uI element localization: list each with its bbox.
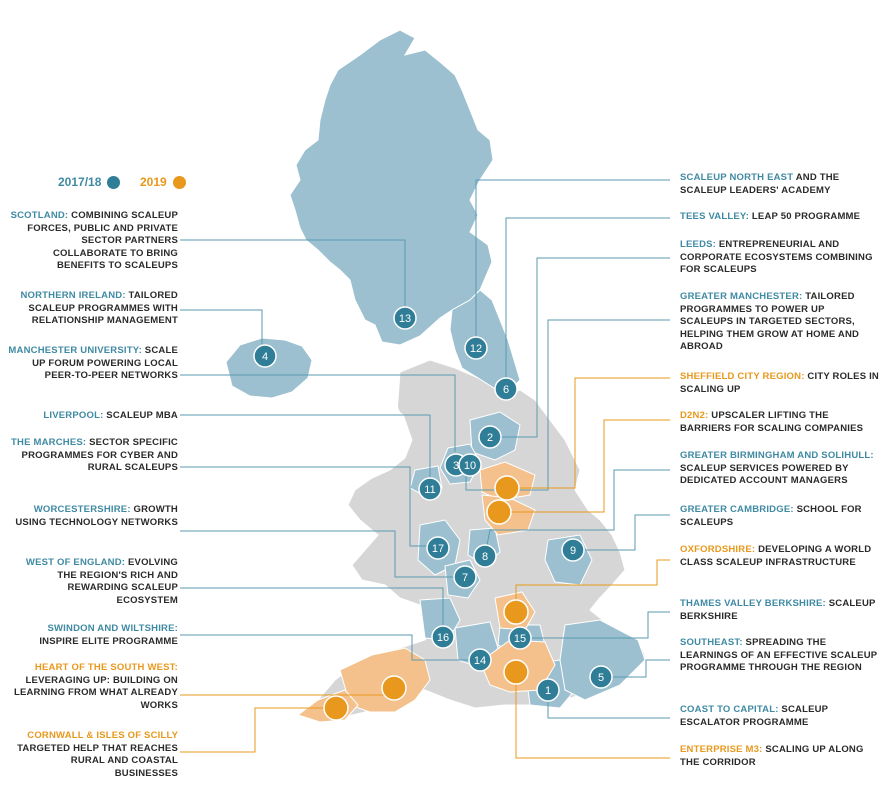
label-worcs [8, 504, 178, 529]
marker-14 [469, 649, 491, 671]
label-c2c-text: SCALEUP ESCALATOR PROGRAMME [680, 704, 829, 728]
marker-2019-21 [382, 676, 406, 700]
label-hotsw [8, 662, 178, 712]
label-scotland-name: SCOTLAND: [10, 210, 69, 221]
label-tvb-text: SCALEUP BERKSHIRE [680, 598, 876, 622]
marker-2019-22 [324, 696, 348, 720]
label-swindon-text: INSPIRE ELITE PROGRAMME [39, 635, 178, 647]
label-marches-text: SECTOR SPECIFIC PROGRAMMES FOR CYBER AND RURAL SCALEUPS [21, 437, 178, 474]
label-worcs-text: GROWTH USING TECHNOLOGY NETWORKS [15, 504, 178, 528]
label-tees-text: LEAP 50 PROGRAMME [749, 211, 861, 222]
label-m3 [680, 744, 880, 769]
label-gcam-name: GREATER CAMBRIDGE: [680, 504, 794, 515]
label-manuni-name: MANCHESTER UNIVERSITY: [8, 345, 142, 356]
label-ni [8, 290, 178, 328]
isle-of-man [398, 396, 410, 414]
marker-number: 7 [461, 572, 469, 584]
label-woe-name: WEST OF ENGLAND: [25, 557, 126, 568]
label-m3-text: SCALING UP ALONG THE CORRIDOR [680, 744, 864, 768]
label-c2c-name: COAST TO CAPITAL: [680, 704, 779, 715]
label-sheffield [680, 371, 880, 396]
marker-10 [459, 454, 481, 476]
label-sheffield-text: CITY ROLES IN SCALING UP [680, 371, 879, 395]
marker-number: 12 [469, 343, 483, 355]
marker-2019-19 [504, 600, 528, 624]
marker-number: 11 [424, 484, 436, 496]
label-tees-name: TEES VALLEY: [680, 211, 750, 222]
label-sne [680, 172, 880, 197]
marker-number: 1 [544, 685, 552, 697]
marker-number: 4 [261, 351, 269, 363]
label-southeast-text: SPREADING THE LEARNINGS OF AN EFFECTIVE SCALEUP PROGRAMME THROUGH THE REGION [680, 637, 878, 674]
marker-13 [394, 307, 416, 329]
label-cornwall-name: CORNWALL & ISLES OF SCILLY [27, 730, 178, 741]
legend-label-2017-18: 2017/18 [58, 175, 102, 189]
marker-2019-17 [495, 476, 519, 500]
label-ni-text: TAILORED SCALEUP PROGRAMMES WITH RELATIONSHIP MANAGEMENT [28, 290, 178, 327]
leader-line [180, 310, 262, 344]
label-sne-name: SCALEUP NORTH EAST [680, 172, 794, 183]
label-d2n2-name: D2N2: [680, 410, 709, 421]
marker-number: 14 [473, 655, 487, 667]
marker-circle [504, 660, 528, 684]
marker-2019-20 [504, 660, 528, 684]
legend-2017-18 [58, 175, 120, 189]
label-gm-text: TAILORED PROGRAMMES TO POWER UP SCALEUPS IN TARGETED SECTORS, HELPING THEM GROW AT HOME AND ABROAD [680, 291, 860, 353]
label-tvb-name: THAMES VALLEY BERKSHIRE: [680, 598, 826, 609]
marker-15 [509, 627, 531, 649]
marker-number: 15 [513, 633, 527, 645]
marker-number: 6 [502, 384, 510, 396]
label-leeds-name: LEEDS: [680, 239, 717, 250]
marker-number: 5 [597, 672, 605, 684]
marker-number: 2 [486, 432, 494, 444]
label-liverpool-text: SCALEUP MBA [103, 410, 178, 421]
label-gm-name: GREATER MANCHESTER: [680, 291, 803, 302]
label-gbs-name: GREATER BIRMINGHAM AND SOLIHULL: [680, 450, 874, 461]
label-liverpool-name: LIVERPOOL: [43, 410, 104, 421]
label-manuni [8, 345, 178, 383]
marker-11 [419, 478, 441, 500]
marker-8 [474, 545, 496, 567]
legend-dot-2017-18 [107, 176, 120, 189]
leader-line [506, 218, 670, 377]
label-southeast-name: SOUTHEAST: [680, 637, 743, 648]
label-oxon-text: DEVELOPING A WORLD CLASS SCALEUP INFRASTRUCTURE [680, 544, 872, 568]
label-gcam-text: SCHOOL FOR SCALEUPS [680, 504, 862, 528]
marker-2 [479, 426, 501, 448]
label-worcs-name: WORCESTERSHIRE: [33, 504, 131, 515]
marker-number: 17 [431, 543, 445, 555]
label-hotsw-text: LEVERAGING UP: BUILDING ON LEARNING FROM WHAT ALREADY WORKS [13, 674, 178, 711]
marker-number: 10 [463, 460, 477, 472]
label-cornwall-text: TARGETED HELP THAT REACHES RURAL AND COASTAL BUSINESSES [17, 742, 178, 779]
marker-4 [254, 345, 276, 367]
label-liverpool [8, 410, 178, 423]
legend-label-2019: 2019 [140, 175, 167, 189]
marker-2019-18 [487, 500, 511, 524]
label-d2n2-text: UPSCALER LIFTING THE BARRIERS FOR SCALING COMPANIES [680, 410, 864, 434]
marker-6 [495, 378, 517, 400]
label-gcam [680, 504, 880, 529]
label-swindon-name: SWINDON AND WILTSHIRE: [47, 623, 178, 634]
marker-16 [432, 626, 454, 648]
marker-circle [504, 600, 528, 624]
legend-2019 [140, 175, 186, 189]
marker-circle [324, 696, 348, 720]
label-southeast [680, 637, 880, 675]
label-d2n2 [680, 410, 880, 435]
marker-number: 8 [481, 551, 489, 563]
marker-17 [427, 537, 449, 559]
marker-circle [495, 476, 519, 500]
label-sne-text: AND THE SCALEUP LEADERS' ACADEMY [680, 172, 840, 196]
marker-number: 16 [436, 632, 450, 644]
label-scotland-text: COMBINING SCALEUP FORCES, PUBLIC AND PRIVATE SECTOR PARTNERS COLLABORATE TO BRING BENEFITS TO SCALEUPS [27, 210, 178, 272]
marker-1 [537, 679, 559, 701]
marker-circle [382, 676, 406, 700]
marker-number: 3 [452, 460, 460, 472]
marker-number: 13 [398, 313, 412, 325]
label-c2c [680, 704, 880, 729]
label-leeds [680, 239, 880, 277]
legend-dot-2019 [173, 176, 186, 189]
label-oxon [680, 544, 880, 569]
label-gm [680, 291, 880, 354]
label-tees [680, 211, 880, 224]
label-leeds-text: ENTREPRENEURIAL AND CORPORATE ECOSYSTEMS COMBINING FOR SCALEUPS [680, 239, 873, 276]
label-scotland [8, 210, 178, 273]
label-hotsw-name: HEART OF THE SOUTH WEST: [34, 662, 178, 673]
marker-12 [465, 337, 487, 359]
label-manuni-text: SCALE UP FORUM POWERING LOCAL PEER-TO-PEER NETWORKS [32, 345, 178, 382]
label-oxon-name: OXFORDSHIRE: [680, 544, 756, 555]
label-swindon [8, 623, 178, 648]
label-cornwall [8, 730, 178, 780]
marker-7 [454, 566, 476, 588]
label-woe-text: EVOLVING THE REGION'S RICH AND REWARDING SCALEUP ECOSYSTEM [57, 557, 178, 606]
label-m3-name: ENTERPRISE M3: [680, 744, 763, 755]
label-tvb [680, 598, 880, 623]
marker-9 [562, 539, 584, 561]
label-marches-name: THE MARCHES: [11, 437, 87, 448]
marker-number: 9 [569, 545, 577, 557]
label-woe [8, 557, 178, 607]
label-gbs [680, 450, 880, 488]
label-sheffield-name: SHEFFIELD CITY REGION: [680, 371, 805, 382]
marker-circle [487, 500, 511, 524]
label-marches [8, 437, 178, 475]
leader-line [548, 702, 670, 718]
marker-5 [590, 666, 612, 688]
scotland-region [290, 30, 493, 345]
label-gbs-text: SCALEUP SERVICES POWERED BY DEDICATED ACCOUNT MANAGERS [680, 462, 849, 487]
label-ni-name: NORTHERN IRELAND: [20, 290, 126, 301]
